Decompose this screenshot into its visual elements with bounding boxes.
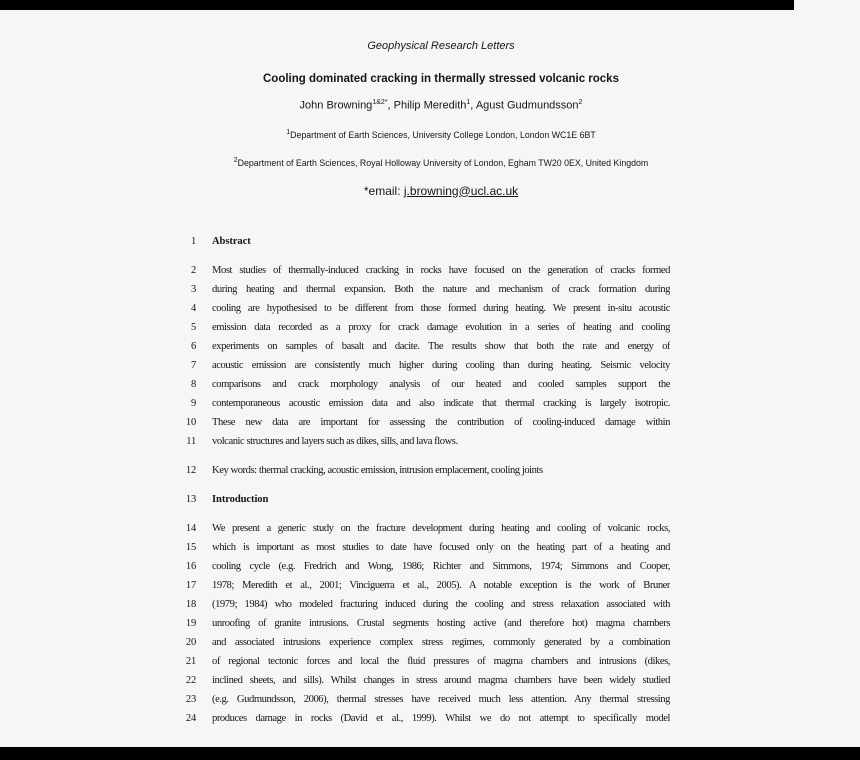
body-line [0,375,860,394]
line-number: 24 [185,713,196,724]
line-text: experiments on samples of basalt and dacite. The results show that both the rate and energy of [212,341,670,352]
line-number: 15 [185,542,196,553]
line-text: during heating and thermal expansion. Both the nature and mechanism of crack formation during [212,284,670,295]
body-line [0,519,860,538]
line-text: inclined sheets, and sills). Whilst changes in stress around magma chambers have been widely studied [212,675,670,686]
body-line [0,337,860,356]
line-number: 12 [185,465,196,476]
line-text: Key words: thermal cracking, acoustic emission, intrusion emplacement, cooling joints [212,465,543,476]
line-number: 6 [190,341,196,352]
body-line [0,356,860,375]
line-text: emission data recorded as a proxy for crack damage evolution in a series of heating and cooling [212,322,670,333]
line-number: 14 [185,523,196,534]
line-text: volcanic structures and layers such as dikes, sills, and lava flows. [212,436,458,447]
author-superscript: 1 [466,99,471,106]
line-number: 8 [190,379,196,390]
author-name: Agust Gudmundsson [475,99,579,112]
body-line [0,490,860,509]
journal-name: Geophysical Research Letters [367,40,515,52]
line-number: 19 [185,618,196,629]
line-number: 22 [185,675,196,686]
line-text: produces damage in rocks (David et al., 1999). Whilst we do not attempt to specifically model [212,713,670,724]
email-link[interactable]: j.browning@ucl.ac.uk [403,183,519,198]
line-text: cooling cycle (e.g. Fredrich and Wong, 1986; Richter and Simmons, 1974; Simmons and Cooper, [212,561,670,572]
section-heading: Introduction [212,494,269,505]
line-number: 13 [185,494,196,505]
line-number: 10 [185,417,196,428]
line-number: 20 [185,637,196,648]
line-text: and associated intrusions experience complex stress regimes, commonly generated by a combination [212,637,670,648]
line-number: 1 [190,236,196,247]
bottom-border-bar [0,747,860,760]
line-number: 11 [186,436,196,447]
line-text: 1978; Meredith et al., 2001; Vinciguerra et al., 2005). A notable exception is the work of Bruner [212,580,670,591]
section-heading: Abstract [212,236,251,247]
line-number: 23 [185,694,196,705]
line-number: 9 [190,398,196,409]
line-number: 3 [190,284,196,295]
line-number: 16 [185,561,196,572]
email-prefix: *email: [363,183,404,198]
line-text: contemporaneous acoustic emission data and also indicate that thermal cracking is largely isotropic. [212,398,670,409]
line-text: of regional tectonic forces and local the fluid pressures of magma chambers and intrusions (dikes, [212,656,670,667]
affiliation-text: Department of Earth Sciences, Royal Holloway University of London, Egham TW20 0EX, United Kingdom [237,157,649,168]
line-number: 5 [190,322,196,333]
line-number: 21 [185,656,196,667]
body-line [0,261,860,280]
authors-line: John Browning$^{1\&2*}$, Philip Meredith$^1$, Agust Gudmundsson$^2$ [299,99,583,112]
author-superscript: 2 [578,99,583,106]
line-number: 4 [190,303,196,314]
line-text: We present a generic study on the fracture development during heating and cooling of volcanic rocks, [212,523,670,534]
body-line [0,671,860,690]
body-line [0,461,860,480]
paper-title: Cooling dominated cracking in thermally stressed volcanic rocks [263,73,619,85]
line-text: cooling are hypothesised to be different from those formed during heating. We present in-situ acoustic [212,303,670,314]
affiliation-2 [212,157,670,168]
body-line [0,576,860,595]
line-number: 18 [185,599,196,610]
body-line [0,595,860,614]
affiliation-1 [212,129,670,140]
body-line [0,394,860,413]
body-line [0,432,860,451]
line-text: acoustic emission are consistently much higher during cooling than during heating. Seismic velocity [212,360,670,371]
body-line [0,280,860,299]
line-text: comparisons and crack morphology analysis of our heated and cooled samples support the [212,379,670,390]
paper-header [212,0,670,198]
line-text: These new data are important for assessing the contribution of cooling-induced damage within [212,417,670,428]
line-number: 7 [190,360,196,371]
author-name: John Browning [299,99,373,112]
email-line [212,184,670,198]
body-line [0,709,860,728]
author-name: Philip Meredith [393,99,467,112]
line-number: 2 [190,265,196,276]
affiliation-superscript: 2 [233,156,238,164]
manuscript-body [0,232,860,728]
body-line [0,557,860,576]
body-line [0,232,860,251]
line-number: 17 [185,580,196,591]
author-superscript: 1&2* [372,99,388,106]
line-text: (1979; 1984) who modeled fracturing induced during the cooling and stress relaxation associated with [212,599,670,610]
body-line [0,318,860,337]
affiliation-text: Department of Earth Sciences, University College London, London WC1E 6BT [290,129,596,140]
body-line [0,614,860,633]
line-text: Most studies of thermally-induced cracking in rocks have focused on the generation of cracks formed [212,265,670,276]
body-line [0,633,860,652]
body-line [0,538,860,557]
line-text: unroofing of granite intrusions. Crustal segments hosting active (and therefore hot) magma chambers [212,618,670,629]
line-text: which is important as most studies to date have focused only on the heating part of a heating and [212,542,670,553]
body-line [0,652,860,671]
body-line [0,413,860,432]
body-line [0,690,860,709]
line-text: (e.g. Gudmundsson, 2006), thermal stresses have received much less attention. Any thermal stressing [212,694,670,705]
body-line [0,299,860,318]
affiliation-superscript: 1 [286,128,291,136]
